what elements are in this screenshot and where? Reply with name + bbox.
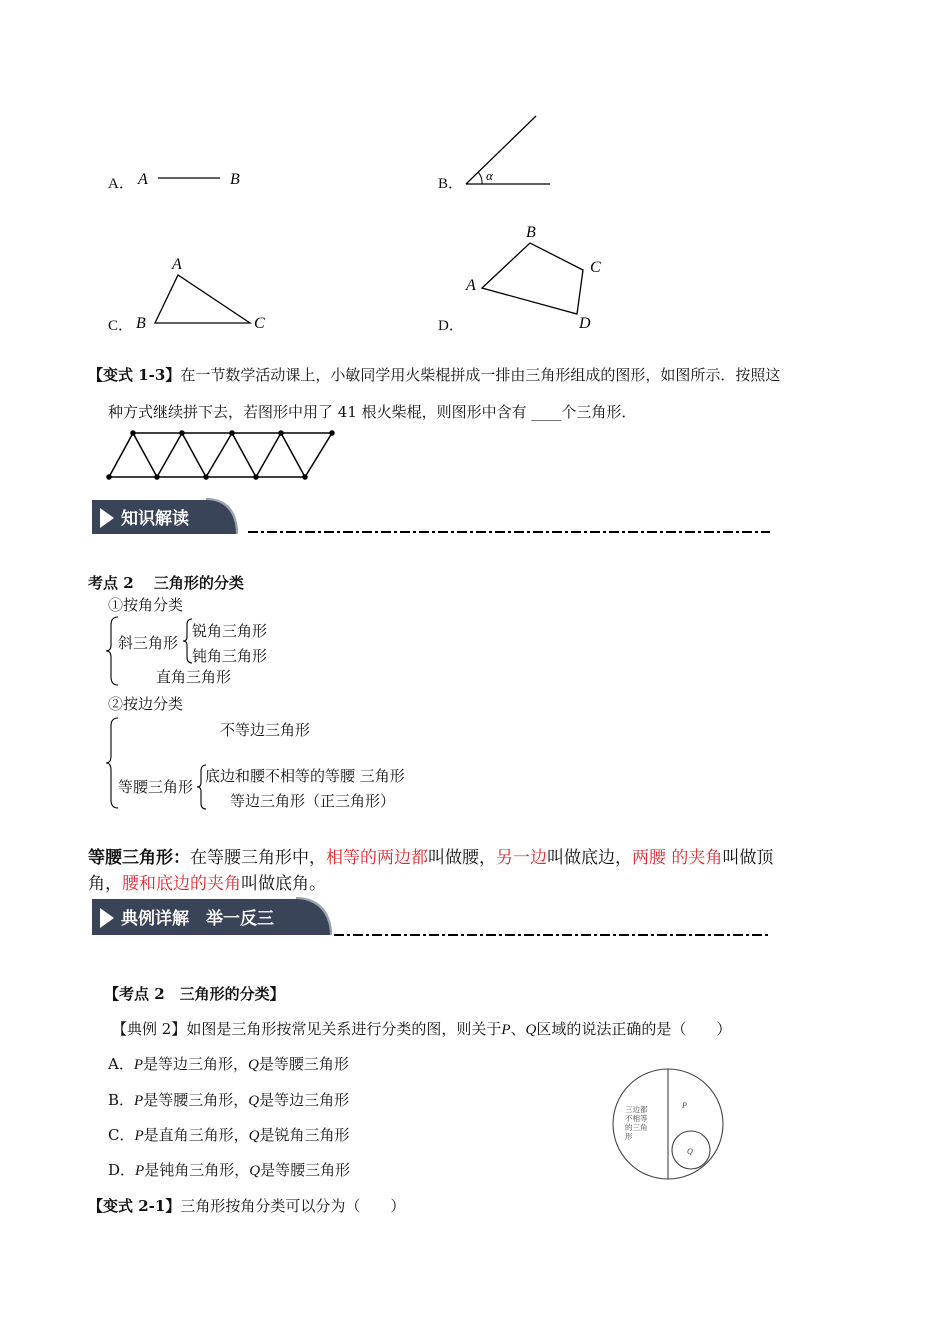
- segment-ab-figure: [130, 160, 250, 196]
- by-side-heading: ②按边分类: [108, 695, 184, 713]
- option-c-letter: C．: [108, 318, 134, 334]
- svg-text:B: B: [526, 224, 536, 241]
- triangle-abc-figure: [130, 250, 275, 335]
- svg-text:三边都: 三边都: [625, 1105, 648, 1114]
- example-section-heading: 【考点 2 三角形的分类】: [104, 985, 285, 1003]
- point-b-label: B: [230, 171, 240, 188]
- banner-examples: [88, 893, 778, 945]
- matchstick-triangles-figure: [100, 425, 345, 485]
- example-2-option-d[interactable]: D．P是钝角三角形，Q是等腰三角形: [108, 1161, 351, 1179]
- answer-blank: ____: [531, 403, 562, 421]
- variant-1-3-line1: 【变式 1-3】在一节数学活动课上，小敏同学用火柴棍拼成一排由三角形组成的图形，如图所示．按照这: [88, 366, 781, 384]
- example-2-option-b[interactable]: B．P是等腰三角形，Q是等边三角形: [108, 1091, 350, 1109]
- equilateral-triangle: 等边三角形（正三角形）: [230, 792, 396, 810]
- example-2-option-a[interactable]: A．P是等边三角形，Q是等腰三角形: [108, 1055, 349, 1073]
- region-p-label: P: [682, 1101, 687, 1110]
- acute-triangle: 锐角三角形: [192, 622, 268, 640]
- svg-text:C: C: [254, 315, 265, 332]
- svg-text:A: A: [172, 256, 182, 273]
- svg-text:B: B: [136, 315, 146, 332]
- quadrilateral-abcd-figure: [460, 220, 610, 335]
- oblique-triangle: 斜三角形: [118, 634, 179, 652]
- isosceles-non-equilateral: 底边和腰不相等的等腰 三角形: [205, 767, 405, 785]
- section-2-title: 考点 2 三角形的分类: [88, 574, 244, 592]
- banner-knowledge-label: 知识解读: [121, 509, 189, 529]
- variant-1-3-line2: 种方式继续拼下去，若图形中用了 41 根火柴棍，则图形中含有 ____个三角形．: [108, 403, 637, 421]
- svg-text:A: A: [466, 277, 476, 294]
- svg-text:形: 形: [625, 1132, 633, 1141]
- obtuse-triangle: 钝角三角形: [192, 647, 268, 665]
- region-q-label: Q: [687, 1147, 693, 1156]
- svg-text:C: C: [590, 259, 601, 276]
- example-2-option-c[interactable]: C．P是直角三角形，Q是锐角三角形: [108, 1126, 350, 1144]
- example-2-stem: 【典例 2】如图是三角形按常见关系进行分类的图，则关于P、Q区域的说法正确的是（ ）: [112, 1020, 732, 1038]
- option-a-letter: A．: [108, 176, 134, 192]
- svg-text:D: D: [579, 315, 591, 332]
- angle-alpha-label: α: [486, 168, 493, 183]
- svg-text:的三角: 的三角: [625, 1123, 648, 1132]
- definition-term: 等腰三角形：: [88, 848, 190, 868]
- option-b-letter: B．: [438, 176, 464, 192]
- option-d-letter: D．: [438, 318, 464, 334]
- banner-examples-label: 典例详解 举一反三: [121, 909, 274, 929]
- right-triangle: 直角三角形: [156, 668, 232, 686]
- variant-2-1: 【变式 2-1】三角形按角分类可以分为（ ）: [88, 1197, 406, 1215]
- definition-line1: 等腰三角形：在等腰三角形中，相等的两边都叫做腰，另一边叫做底边，两腰 的夹角叫做顶: [88, 848, 774, 868]
- scalene-triangle: 不等边三角形: [220, 721, 311, 739]
- point-a-label: A: [138, 171, 148, 188]
- banner-knowledge: [88, 494, 778, 544]
- isosceles-triangle: 等腰三角形: [118, 778, 194, 796]
- classification-circle-diagram: [606, 1064, 730, 1184]
- by-angle-heading: ①按角分类: [108, 596, 184, 614]
- svg-text:不相等: 不相等: [625, 1114, 648, 1123]
- angle-figure: [460, 110, 560, 190]
- definition-line2: 角，腰和底边的夹角叫做底角。: [88, 874, 326, 894]
